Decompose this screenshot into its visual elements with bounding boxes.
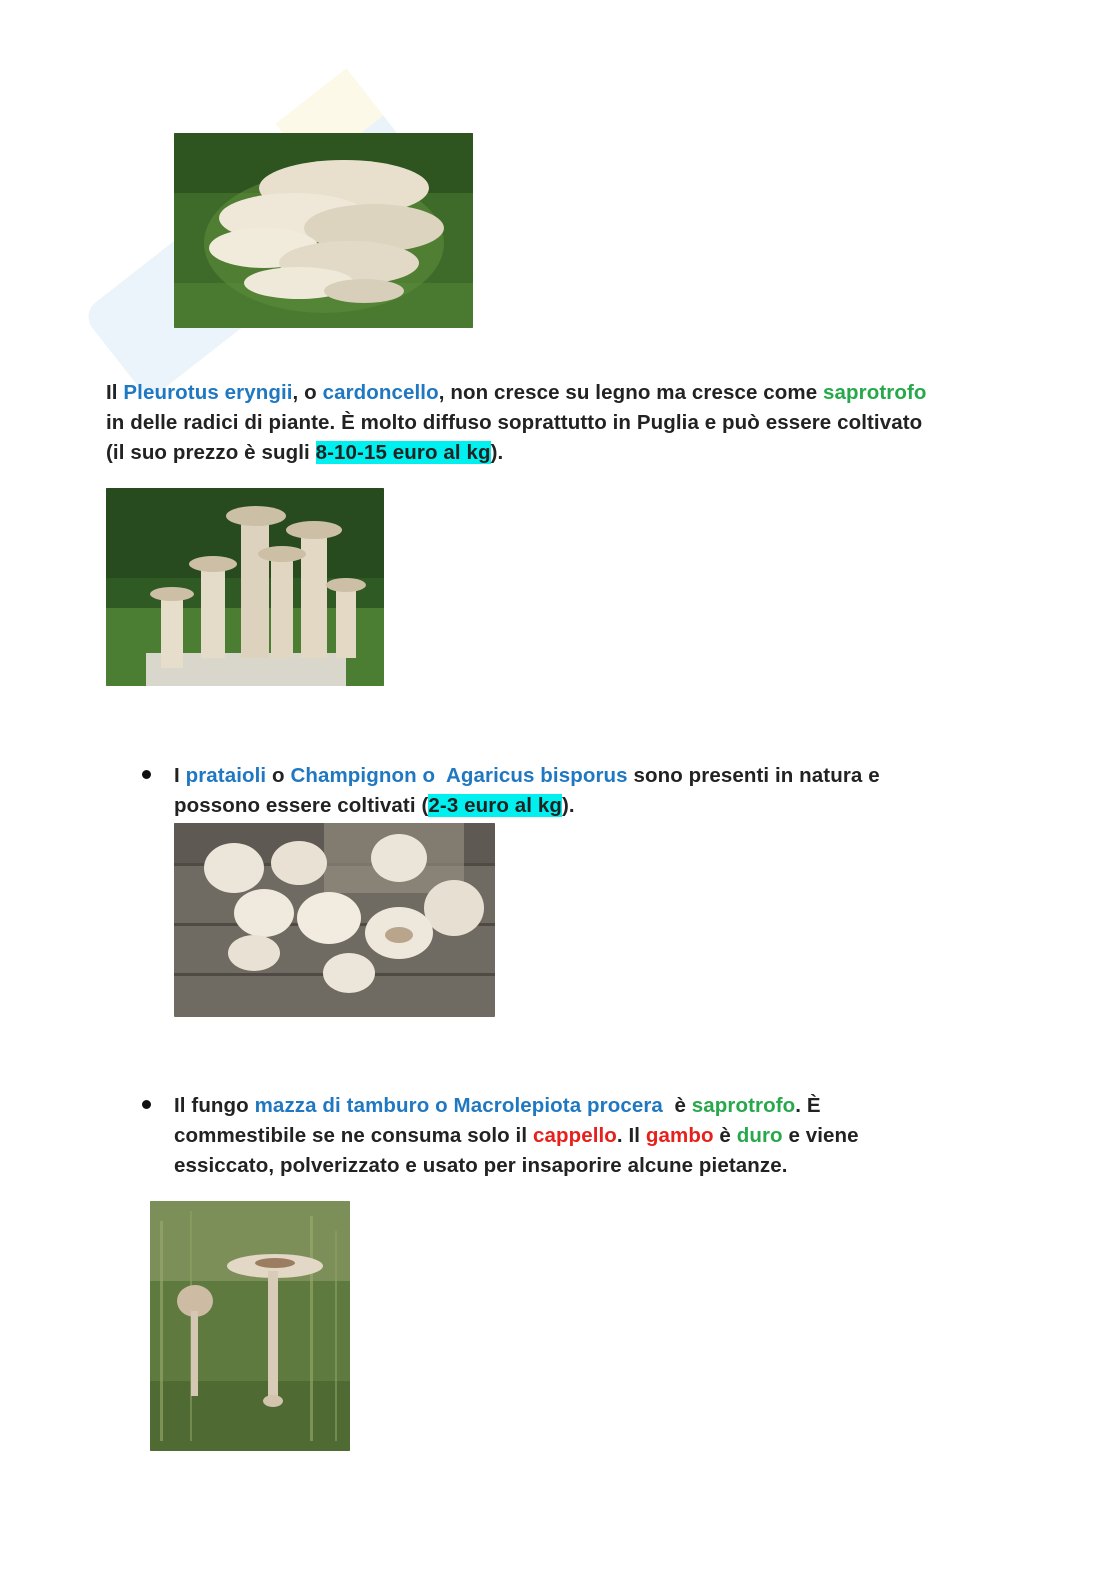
text: possono essere coltivati ( bbox=[174, 794, 429, 817]
text: commestibile se ne consuma solo il bbox=[174, 1124, 533, 1147]
price-highlight: 8-10-15 euro al kg bbox=[315, 441, 491, 464]
bullet-point bbox=[142, 770, 151, 779]
text: (il suo prezzo è sugli bbox=[106, 441, 316, 464]
photo-cardoncello-mushroom bbox=[106, 488, 384, 686]
text: Il bbox=[106, 381, 124, 404]
bullet-point bbox=[142, 1100, 151, 1109]
paragraph-line-1 bbox=[106, 378, 1026, 408]
paragraph-line-2 bbox=[174, 791, 1034, 821]
paragraph-line-2: in delle radici di piante. È molto diffuso soprattutto in Puglia e può essere coltivato bbox=[106, 411, 923, 434]
text: . È bbox=[795, 1094, 821, 1117]
text: o bbox=[266, 764, 291, 787]
photo-macrolepiota-mushroom bbox=[150, 1201, 350, 1451]
text: Il fungo bbox=[174, 1094, 255, 1117]
text: e viene bbox=[782, 1124, 859, 1147]
term-saprotrofo: saprotrofo bbox=[823, 381, 927, 404]
bullet-mazza-di-tamburo bbox=[174, 1091, 1034, 1181]
text: ). bbox=[490, 441, 504, 464]
text: , non cresce su legno ma cresce come bbox=[438, 381, 823, 404]
term-prataioli: prataioli bbox=[185, 764, 267, 787]
paragraph-pleurotus bbox=[106, 378, 1026, 468]
term-pleurotus-eryngii: Pleurotus eryngii bbox=[123, 381, 293, 404]
text: I bbox=[174, 764, 186, 787]
paragraph-line-3: essiccato, polverizzato e usato per insaporire alcune pietanze. bbox=[174, 1154, 788, 1177]
text: sono presenti in natura e bbox=[627, 764, 880, 787]
term-macrolepiota-procera: mazza di tamburo o Macrolepiota procera bbox=[254, 1094, 663, 1117]
bullet-champignon bbox=[174, 761, 1034, 821]
text: è bbox=[662, 1094, 692, 1117]
paragraph-line-1 bbox=[174, 761, 1034, 791]
text: . Il bbox=[616, 1124, 646, 1147]
photo-oyster-mushroom bbox=[174, 133, 473, 328]
term-gambo: gambo bbox=[645, 1124, 714, 1147]
term-agaricus-bisporus: Champignon o Agaricus bisporus bbox=[290, 764, 628, 787]
photo-champignon-mushroom bbox=[174, 823, 495, 1017]
paragraph-line-3 bbox=[106, 438, 1026, 468]
term-duro: duro bbox=[736, 1124, 783, 1147]
price-highlight: 2-3 euro al kg bbox=[428, 794, 562, 817]
term-saprotrofo: saprotrofo bbox=[691, 1094, 796, 1117]
text: è bbox=[713, 1124, 737, 1147]
paragraph-line-2 bbox=[174, 1121, 1034, 1151]
text: ). bbox=[561, 794, 575, 817]
paragraph-line-1 bbox=[174, 1091, 1034, 1121]
term-cappello: cappello bbox=[532, 1124, 617, 1147]
term-cardoncello: cardoncello bbox=[322, 381, 439, 404]
text: , o bbox=[292, 381, 323, 404]
